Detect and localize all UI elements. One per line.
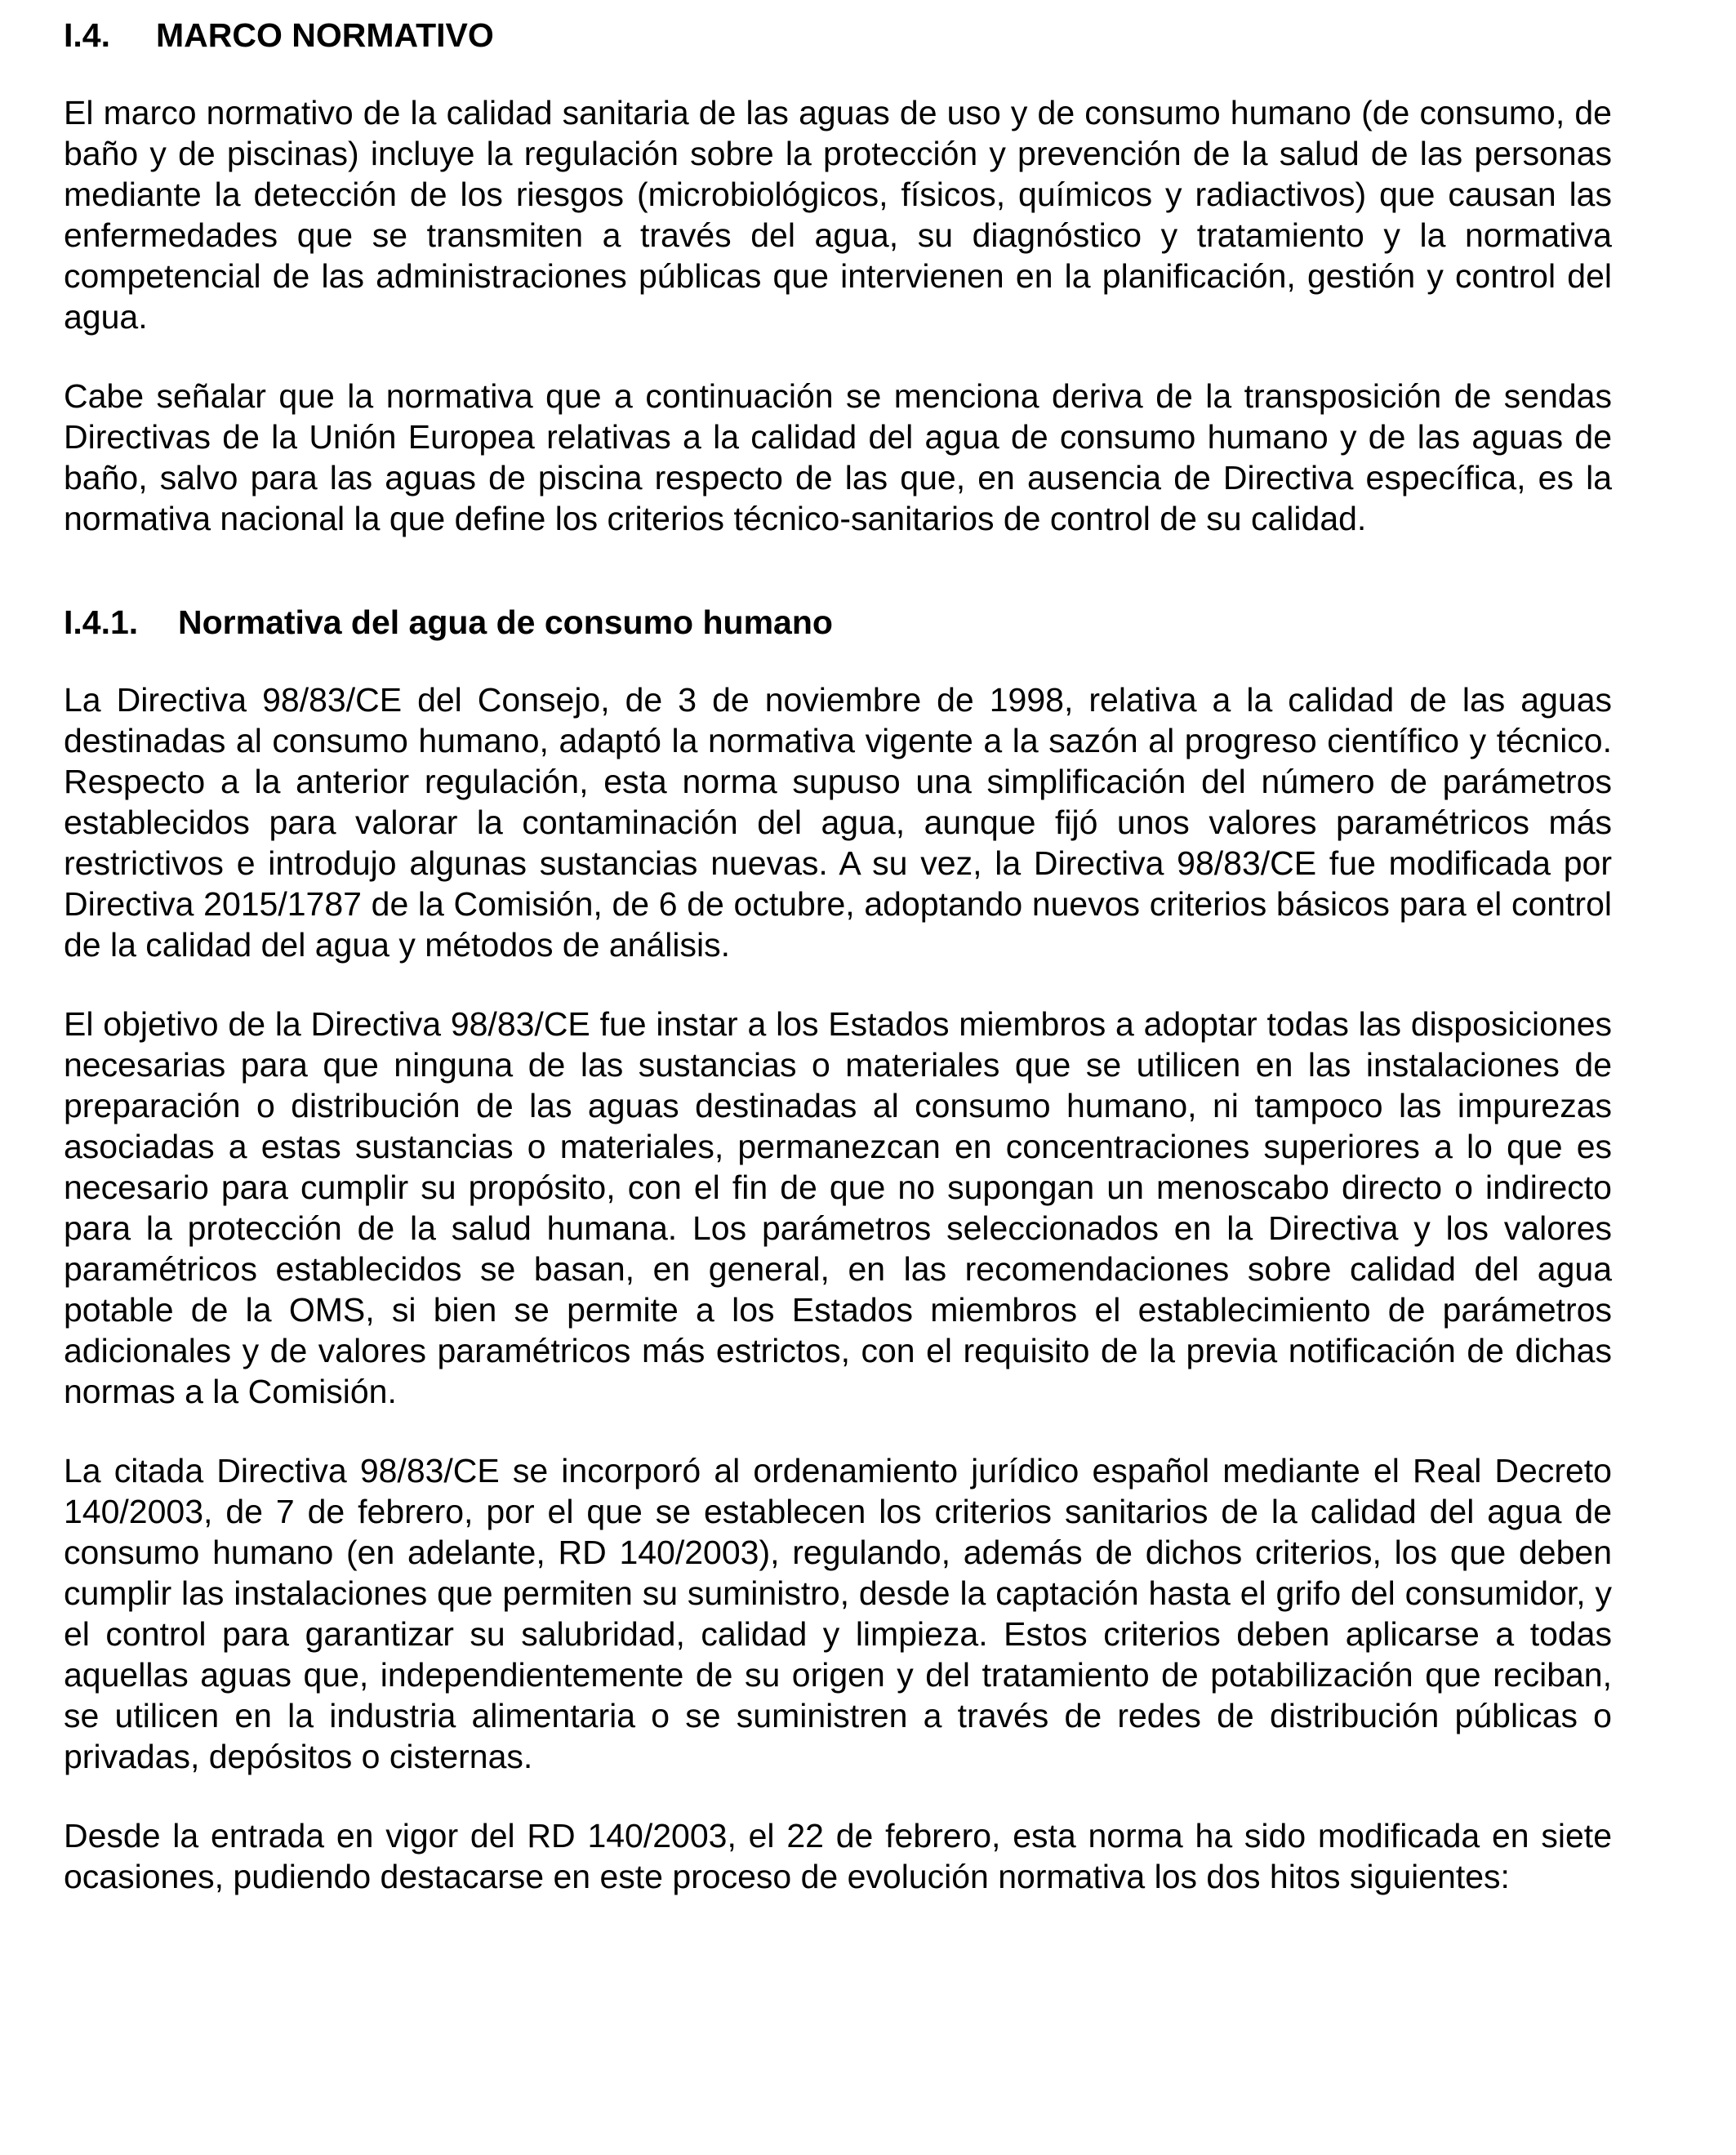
subsection-number: I.4.1. (64, 603, 139, 641)
paragraph: La Directiva 98/83/CE del Consejo, de 3 de noviembre de 1998, relativa a la calidad de las aguas destinadas al consumo humano, adaptó la normativa vigente a la sazón al progreso científico y técnico. Respecto a la anterior regulación, esta norma supuso una simplificación del número de parámetros establecidos para valorar la contaminación del agua, aunque fijó unos valores paramétricos más restrictivos e introdujo algunas sustancias nuevas. A su vez, la Directiva 98/83/CE fue modificada por Directiva 2015/1787 de la Comisión, de 6 de octubre, adoptando nuevos criterios básicos para el control de la calidad del agua y métodos de análisis. (64, 681, 1612, 964)
section-heading (64, 15, 1612, 56)
paragraph: La citada Directiva 98/83/CE se incorporó al ordenamiento jurídico español mediante el Real Decreto 140/2003, de 7 de febrero, por el que se establecen los criterios sanitarios de la calidad del agua de consumo humano (en adelante, RD 140/2003), regulando, además de dichos criterios, los que deben cumplir las instalaciones que permiten su suministro, desde la captación hasta el grifo del consumidor, y el control para garantizar su salubridad, calidad y limpieza. Estos criterios deben aplicarse a todas aquellas aguas que, independientemente de su origen y del tratamiento de potabilización que reciban, se utilicen en la industria alimentaria o se suministren a través de redes de distribución públicas o privadas, depósitos o cisternas. (64, 1452, 1612, 1775)
subsection-title: Normativa del agua de consumo humano (178, 603, 833, 641)
paragraph: El marco normativo de la calidad sanitaria de las aguas de uso y de consumo humano (de consumo, de baño y de piscinas) incluye la regulación sobre la protección y prevención de la salud de las personas mediante la detección de los riesgos (microbiológicos, físicos, químicos y radiactivos) que causan las enfermedades que se transmiten a través del agua, su diagnóstico y tratamiento y la normativa competencial de las administraciones públicas que intervienen en la planificación, gestión y control del agua. (64, 94, 1612, 336)
section-title: MARCO NORMATIVO (156, 16, 494, 54)
section-number: I.4. (64, 16, 110, 54)
paragraph: El objetivo de la Directiva 98/83/CE fue instar a los Estados miembros a adoptar todas las disposiciones necesarias para que ninguna de las sustancias o materiales que se utilicen en las instalaciones de preparación o distribución de las aguas destinadas al consumo humano, ni tampoco las impurezas asociadas a estas sustancias o materiales, permanezcan en concentraciones superiores a lo que es necesario para cumplir su propósito, con el fin de que no supongan un menoscabo directo o indirecto para la protección de la salud humana. Los parámetros seleccionados en la Directiva y los valores paramétricos establecidos se basan, en general, en las recomendaciones sobre calidad del agua potable de la OMS, si bien se permite a los Estados miembros el establecimiento de parámetros adicionales y de valores paramétricos más estrictos, con el requisito de la previa notificación de dichas normas a la Comisión. (64, 1005, 1612, 1410)
subsection-heading (64, 602, 1612, 643)
paragraph: Cabe señalar que la normativa que a continuación se menciona deriva de la transposición de sendas Directivas de la Unión Europea relativas a la calidad del agua de consumo humano y de las aguas de baño, salvo para las aguas de piscina respecto de las que, en ausencia de Directiva específica, es la normativa nacional la que define los criterios técnico-sanitarios de control de su calidad. (64, 377, 1612, 537)
document-page (64, 15, 1612, 1897)
paragraph: Desde la entrada en vigor del RD 140/2003, el 22 de febrero, esta norma ha sido modificada en siete ocasiones, pudiendo destacarse en este proceso de evolución normativa los dos hitos siguientes: (64, 1817, 1612, 1895)
